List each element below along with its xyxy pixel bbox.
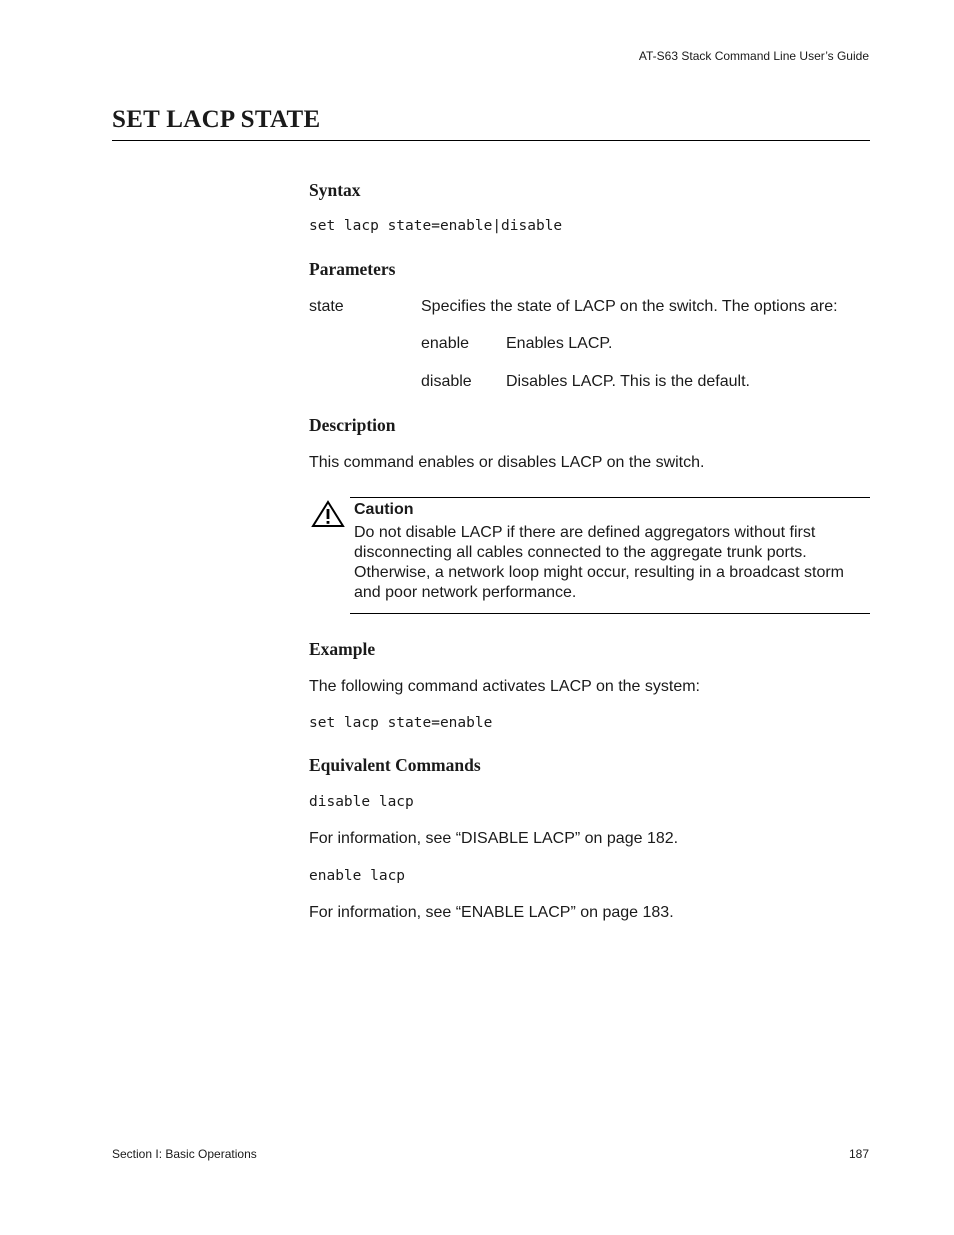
example-heading: Example (309, 639, 376, 659)
option-description-disable: Disables LACP. This is the default. (506, 373, 750, 390)
description-text: This command enables or disables LACP on the switch. (309, 454, 705, 471)
page-number: 187 (848, 1147, 869, 1161)
footer-section: Section I: Basic Operations (112, 1147, 257, 1161)
equivalent-commands-heading: Equivalent Commands (309, 755, 481, 775)
option-name-enable: enable (421, 335, 470, 352)
caution-title: Caution (354, 501, 414, 518)
example-text: The following command activates LACP on the system: (309, 678, 700, 695)
page-title: SET LACP STATE (112, 106, 321, 133)
syntax-code: set lacp state=enable|disable (309, 218, 563, 234)
parameters-heading: Parameters (309, 259, 396, 279)
parameter-name: state (309, 298, 344, 315)
parameter-description: Specifies the state of LACP on the switch. The options are: (421, 298, 838, 315)
option-description-enable: Enables LACP. (506, 335, 613, 352)
running-header: AT-S63 Stack Command Line User’s Guide (638, 49, 869, 63)
syntax-heading: Syntax (309, 180, 361, 200)
description-heading: Description (309, 415, 396, 435)
title-rule (112, 140, 870, 141)
equivalent-reference-enable: For information, see “ENABLE LACP” on page 183. (309, 904, 674, 921)
equivalent-reference-disable: For information, see “DISABLE LACP” on page 182. (309, 830, 679, 847)
caution-bottom-rule (350, 613, 870, 614)
equivalent-code-disable: disable lacp (309, 794, 414, 810)
example-code: set lacp state=enable (309, 715, 493, 731)
option-name-disable: disable (421, 373, 472, 390)
caution-text: Do not disable LACP if there are defined aggregators without first disconnecting all cables connected to the aggregate trunk ports. Otherwise, a network loop might occur, resulting in a broadcast storm and poor network performance. (354, 524, 844, 601)
warning-triangle-icon (311, 500, 345, 528)
equivalent-code-enable: enable lacp (309, 868, 406, 884)
caution-top-rule (350, 497, 870, 498)
